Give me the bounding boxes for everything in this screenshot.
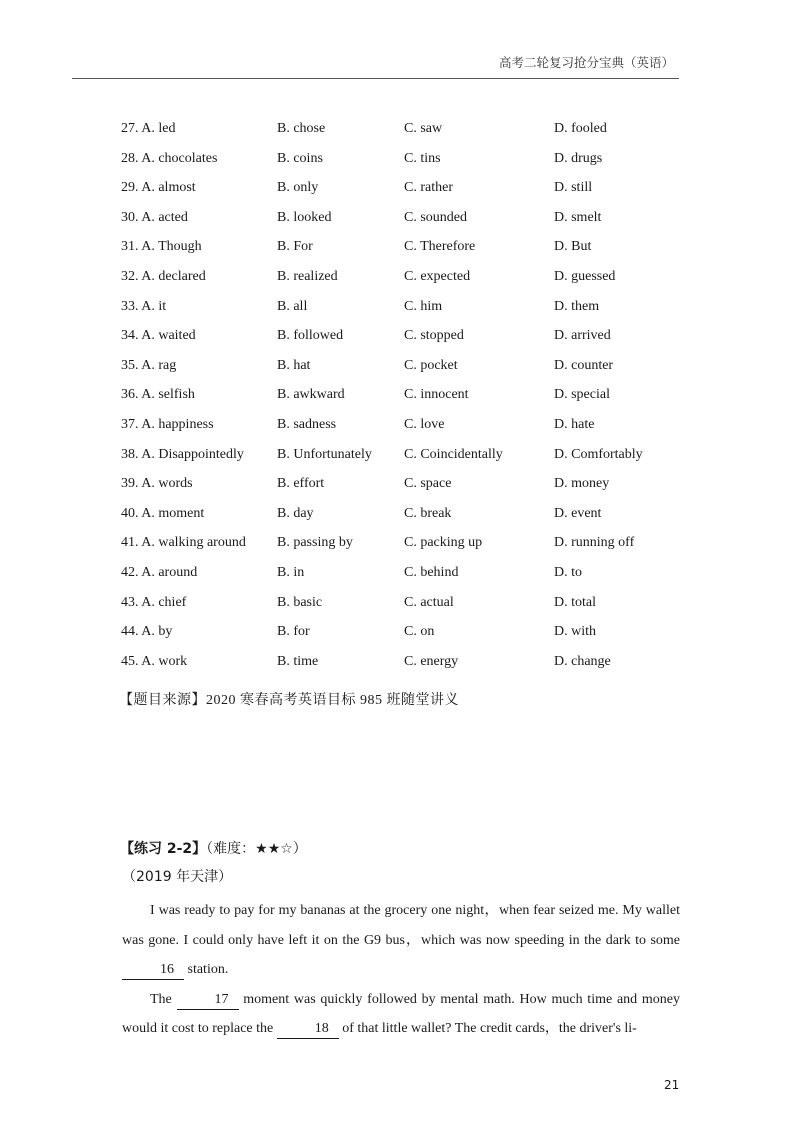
option-c: C. sounded <box>404 209 467 225</box>
option-row <box>121 149 701 179</box>
option-d: D. drugs <box>554 150 603 166</box>
option-d: D. change <box>554 653 611 669</box>
passage <box>122 896 680 1044</box>
option-c: C. on <box>404 624 435 640</box>
option-b: B. chose <box>277 121 326 136</box>
option-b: B. all <box>277 298 308 314</box>
option-d: D. Comfortably <box>554 446 643 462</box>
passage-paragraph-1 <box>122 896 680 985</box>
option-d: D. them <box>554 298 600 314</box>
option-d: D. guessed <box>554 268 616 284</box>
option-b: B. only <box>277 180 319 196</box>
exercise-year: （2019 年天津） <box>122 869 233 885</box>
option-a: 31. A. Though <box>121 239 202 255</box>
blank-18: 18 <box>277 1020 339 1039</box>
option-d: D. event <box>554 505 602 521</box>
option-b: B. in <box>277 564 305 580</box>
option-a: 27. A. led <box>121 121 176 136</box>
option-b: B. For <box>277 239 313 255</box>
option-b: B. sadness <box>277 416 337 432</box>
option-c: C. behind <box>404 564 459 580</box>
option-d: D. running off <box>554 535 635 551</box>
option-c: C. innocent <box>404 387 469 403</box>
option-d: D. fooled <box>554 121 607 136</box>
option-c: C. packing up <box>404 535 483 551</box>
option-a: 28. A. chocolates <box>121 150 218 166</box>
option-c: C. space <box>404 476 452 492</box>
option-a: 39. A. words <box>121 476 193 492</box>
option-row <box>121 178 701 208</box>
option-row <box>121 445 701 475</box>
paragraph-2-mid: moment was quickly followed by mental math. How much time and money would it cost to replace the <box>122 991 681 1036</box>
option-b: B. day <box>277 505 314 521</box>
page-number: 21 <box>664 1078 680 1092</box>
option-b: B. followed <box>277 328 344 344</box>
option-b: B. time <box>277 653 319 669</box>
option-d: D. smelt <box>554 209 602 225</box>
option-a: 40. A. moment <box>121 505 205 521</box>
header-title: 高考二轮复习抢分宝典（英语） <box>498 55 674 70</box>
option-row <box>121 356 701 386</box>
option-a: 42. A. around <box>121 564 198 580</box>
option-row <box>121 385 701 415</box>
option-row <box>121 533 701 563</box>
paragraph-2-end: of that little wallet? The credit cards，the driver's li- <box>342 1021 637 1036</box>
option-a: 37. A. happiness <box>121 416 214 432</box>
option-row <box>121 208 701 238</box>
option-b: B. coins <box>277 150 323 166</box>
option-a: 35. A. rag <box>121 357 177 373</box>
option-b: B. effort <box>277 476 325 492</box>
source-note: 【题目来源】2020 寒春高考英语目标 985 班随堂讲义 <box>119 693 459 708</box>
option-row <box>121 563 701 593</box>
blank-16: 16 <box>122 961 184 980</box>
option-row <box>121 652 701 682</box>
blank-17: 17 <box>177 991 239 1010</box>
option-d: D. with <box>554 624 596 640</box>
option-row <box>121 593 701 623</box>
option-row <box>121 474 701 504</box>
option-b: B. for <box>277 624 310 640</box>
options-list <box>121 119 701 681</box>
option-a: 34. A. waited <box>121 328 196 344</box>
option-c: C. energy <box>404 653 459 669</box>
option-c: C. rather <box>404 180 453 196</box>
option-d: D. hate <box>554 416 595 432</box>
option-b: B. hat <box>277 357 311 373</box>
option-c: C. Therefore <box>404 239 476 255</box>
option-a: 41. A. walking around <box>121 535 246 551</box>
option-a: 44. A. by <box>121 624 173 640</box>
option-a: 30. A. acted <box>121 209 188 225</box>
option-b: B. passing by <box>277 535 353 551</box>
option-a: 32. A. declared <box>121 268 206 284</box>
passage-paragraph-2 <box>122 985 680 1044</box>
option-c: C. Coincidentally <box>404 446 503 462</box>
option-row <box>121 297 701 327</box>
option-c: C. expected <box>404 268 471 284</box>
header-rule <box>72 78 679 79</box>
option-b: B. awkward <box>277 387 345 403</box>
option-d: D. But <box>554 239 592 255</box>
option-row <box>121 504 701 534</box>
paragraph-1-text: I was ready to pay for my bananas at the grocery one night，when fear seized me. My wallet was gone. I could only have left it on the G9 bus，which was now speeding in the dark to some <box>122 903 680 948</box>
option-a: 38. A. Disappointedly <box>121 446 244 462</box>
option-c: C. tins <box>404 150 441 166</box>
option-c: C. love <box>404 416 445 432</box>
option-a: 36. A. selfish <box>121 387 195 403</box>
option-row <box>121 237 701 267</box>
option-b: B. Unfortunately <box>277 446 372 462</box>
option-c: C. him <box>404 298 443 314</box>
option-d: D. arrived <box>554 328 611 344</box>
difficulty-label: （难度：★★☆） <box>206 841 307 857</box>
option-row <box>121 326 701 356</box>
option-c: C. actual <box>404 594 454 610</box>
option-row <box>121 267 701 297</box>
option-b: B. looked <box>277 209 332 225</box>
option-a: 43. A. chief <box>121 594 187 610</box>
option-a: 33. A. it <box>121 298 167 314</box>
exercise-label: 【练习 2-2】 <box>120 841 207 857</box>
option-d: D. still <box>554 180 593 196</box>
option-d: D. counter <box>554 357 614 373</box>
option-d: D. to <box>554 564 582 580</box>
option-c: C. pocket <box>404 357 458 373</box>
option-c: C. break <box>404 505 452 521</box>
option-b: B. realized <box>277 268 338 284</box>
option-row <box>121 119 701 149</box>
option-d: D. special <box>554 387 610 403</box>
option-row <box>121 622 701 652</box>
paragraph-2-start: The <box>150 991 172 1007</box>
exercise-title <box>120 838 307 858</box>
paragraph-1-end: station. <box>187 962 229 977</box>
option-b: B. basic <box>277 594 323 610</box>
option-a: 45. A. work <box>121 653 188 669</box>
option-d: D. money <box>554 476 610 492</box>
option-c: C. saw <box>404 121 443 136</box>
option-a: 29. A. almost <box>121 180 196 196</box>
option-row <box>121 415 701 445</box>
option-d: D. total <box>554 594 596 610</box>
option-c: C. stopped <box>404 328 464 344</box>
